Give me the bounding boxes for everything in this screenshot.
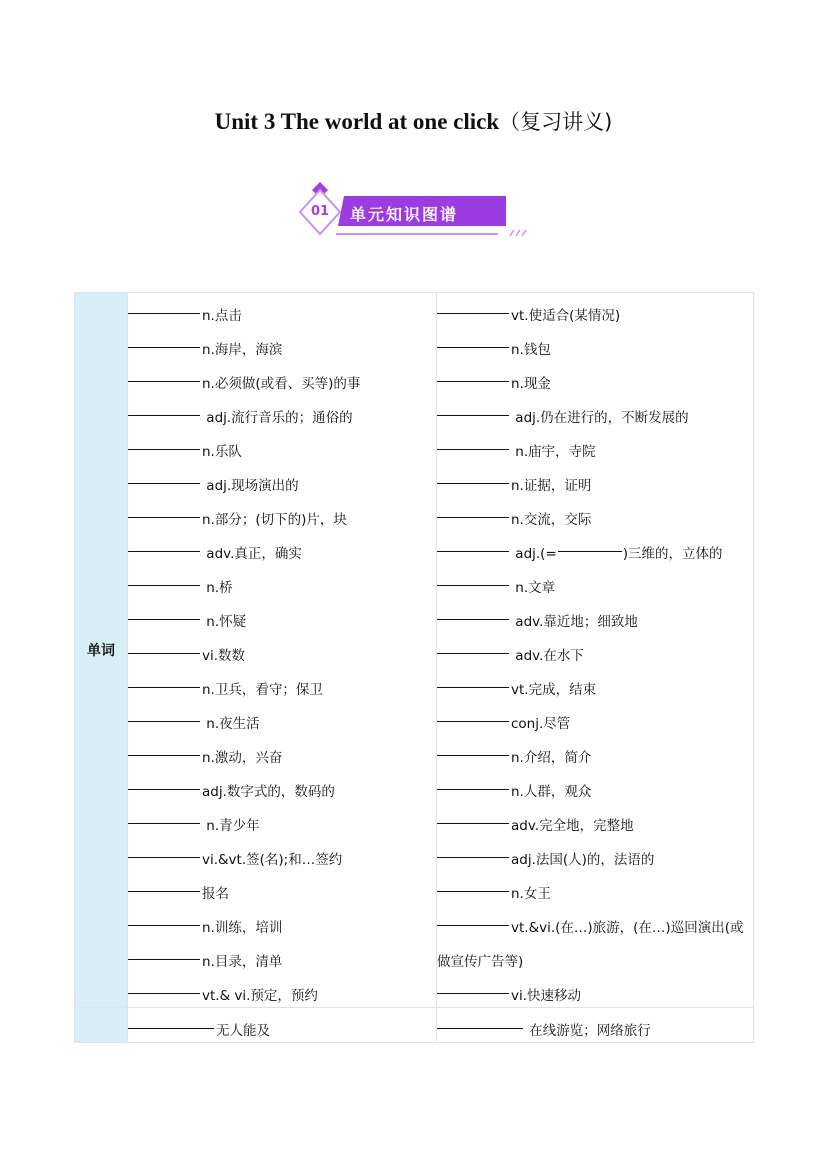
list-item: n.点击 (128, 293, 436, 327)
blank-line[interactable] (128, 327, 200, 348)
blank-line[interactable] (128, 837, 200, 858)
left-column (128, 293, 437, 1008)
list-item: n.钱包 (437, 327, 753, 361)
list-item: adj.法国(人)的，法语的 (437, 837, 753, 871)
list-item: vt.& vi.预定，预约 (128, 973, 436, 1007)
list-item: adv.真正，确实 (128, 531, 436, 565)
blank-line[interactable] (128, 871, 200, 892)
blank-line[interactable] (437, 599, 509, 620)
list-item: n.文章 (437, 565, 753, 599)
blank-line[interactable] (128, 531, 200, 552)
list-item: adv.在水下 (437, 633, 753, 667)
section-badge (298, 180, 528, 240)
blank-line[interactable] (437, 429, 509, 450)
list-item: n.激动，兴奋 (128, 735, 436, 769)
blank-line[interactable] (128, 701, 200, 722)
list-item: n.证据，证明 (437, 463, 753, 497)
list-item: n.训练，培训 (128, 905, 436, 939)
category-cell (75, 293, 128, 1008)
list-item: n.青少年 (128, 803, 436, 837)
category-label: 单词 (87, 643, 115, 659)
list-item: n.乐队 (128, 429, 436, 463)
blank-line[interactable] (437, 803, 509, 824)
phrase-left-cell (128, 1008, 437, 1043)
blank-line[interactable] (128, 565, 200, 586)
list-item: n.必须做(或看、买等)的事 (128, 361, 436, 395)
list-item: n.介绍，简介 (437, 735, 753, 769)
list-item-three-d: adj.(= )三维的，立体的 (437, 531, 753, 565)
list-item: adj.数字式的，数码的 (128, 769, 436, 803)
list-item: n.现金 (437, 361, 753, 395)
list-item: n.庙宇，寺院 (437, 429, 753, 463)
list-item: n.部分；(切下的)片，块 (128, 497, 436, 531)
blank-line[interactable] (128, 463, 200, 484)
list-item: conj.尽管 (437, 701, 753, 735)
list-item: n.怀疑 (128, 599, 436, 633)
blank-line[interactable] (128, 905, 200, 926)
blank-line[interactable] (437, 871, 509, 892)
list-item: vi.数数 (128, 633, 436, 667)
blank-line[interactable] (437, 905, 509, 926)
list-item: vt.&vi.(在…)旅游，(在…)巡回演出(或做宣传广告等) (437, 905, 753, 973)
blank-line[interactable] (437, 395, 509, 416)
blank-line[interactable] (437, 633, 509, 654)
list-item: vi.&vt.签(名);和…签约 (128, 837, 436, 871)
blank-line[interactable] (437, 973, 509, 994)
blank-line[interactable] (128, 667, 200, 688)
list-item: adv.靠近地；细致地 (437, 599, 753, 633)
blank-line[interactable] (437, 497, 509, 518)
blank-line[interactable] (437, 565, 509, 586)
blank-line[interactable] (128, 429, 200, 450)
blank-line[interactable] (128, 939, 200, 960)
list-item: n.桥 (128, 565, 436, 599)
badge-number: 01 (310, 204, 330, 219)
blank-line[interactable] (437, 463, 509, 484)
page-title (0, 106, 827, 136)
list-item: adv.完全地，完整地 (437, 803, 753, 837)
blank-line[interactable] (437, 701, 509, 722)
blank-line-inner[interactable] (558, 531, 622, 552)
blank-line[interactable] (128, 735, 200, 756)
blank-line[interactable] (437, 293, 509, 314)
blank-line[interactable] (437, 667, 509, 688)
category-cell-empty (75, 1008, 128, 1043)
blank-line[interactable] (437, 837, 509, 858)
blank-line[interactable] (128, 1008, 214, 1029)
list-item: adj.流行音乐的；通俗的 (128, 395, 436, 429)
blank-line[interactable] (128, 633, 200, 654)
blank-line[interactable] (128, 497, 200, 518)
phrase-right-cell (437, 1008, 754, 1043)
blank-line[interactable] (437, 769, 509, 790)
blank-line[interactable] (437, 531, 509, 552)
blank-line[interactable] (128, 599, 200, 620)
list-item: n.人群，观众 (437, 769, 753, 803)
blank-line[interactable] (128, 395, 200, 416)
list-item: vi.快速移动 (437, 973, 753, 1007)
blank-line[interactable] (128, 973, 200, 994)
title-en: Unit 3 The world at one click (214, 109, 500, 134)
list-item: n.女王 (437, 871, 753, 905)
phrase-item: 无人能及 (128, 1008, 436, 1042)
list-item: n.卫兵，看守；保卫 (128, 667, 436, 701)
blank-line[interactable] (128, 293, 200, 314)
blank-line[interactable] (128, 361, 200, 382)
phrase-item: 在线游览；网络旅行 (437, 1008, 753, 1042)
blank-line[interactable] (128, 803, 200, 824)
list-item: n.目录，清单 (128, 939, 436, 973)
list-item: 报名 (128, 871, 436, 905)
blank-line[interactable] (437, 735, 509, 756)
blank-line[interactable] (437, 361, 509, 382)
list-item: n.夜生活 (128, 701, 436, 735)
vocab-table (74, 292, 754, 1043)
list-item: vt.使适合(某情况) (437, 293, 753, 327)
list-item: vt.完成，结束 (437, 667, 753, 701)
list-item: n.交流，交际 (437, 497, 753, 531)
list-item: adj.现场演出的 (128, 463, 436, 497)
right-column (437, 293, 754, 1008)
blank-line[interactable] (437, 327, 509, 348)
badge-label: 单元知识图谱 (350, 205, 459, 224)
list-item: adj.仍在进行的，不断发展的 (437, 395, 753, 429)
list-item: n.海岸，海滨 (128, 327, 436, 361)
blank-line[interactable] (128, 769, 200, 790)
title-cn: （复习讲义) (499, 110, 613, 134)
blank-line[interactable] (437, 1008, 523, 1029)
